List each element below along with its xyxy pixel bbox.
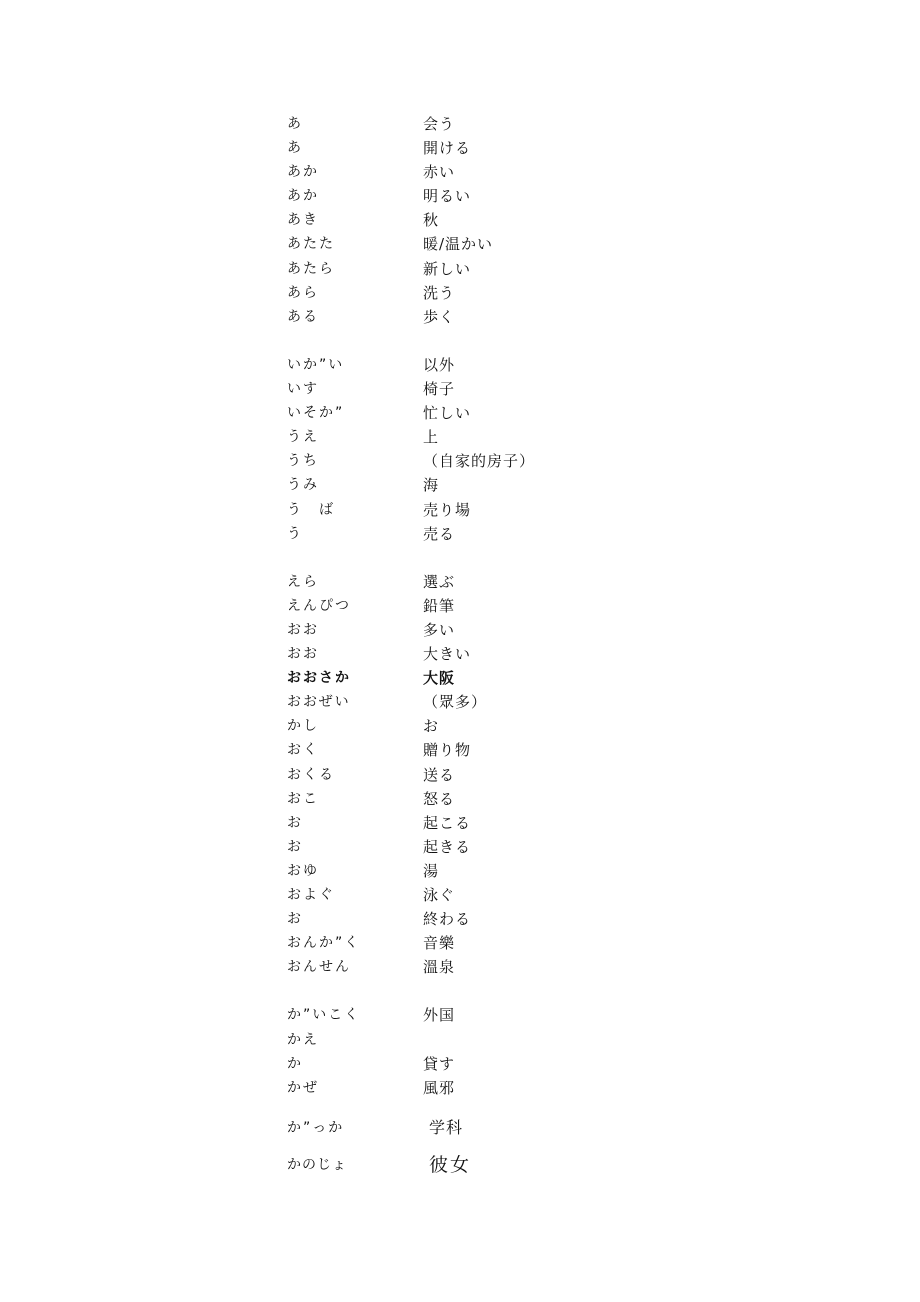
vocab-reading: あか	[287, 164, 319, 181]
vocab-meaning: 開ける	[423, 139, 472, 158]
vocab-reading: あたた	[287, 236, 335, 253]
vocab-reading: おおぜい	[287, 694, 351, 711]
vocab-row	[287, 305, 627, 329]
vocab-row	[287, 498, 627, 522]
vocab-row	[287, 425, 627, 449]
vocab-meaning: 大阪	[423, 669, 456, 688]
vocab-row	[287, 690, 627, 714]
vocab-row	[287, 160, 627, 184]
vocab-meaning: 暖/温かい	[423, 235, 494, 254]
vocab-row	[287, 473, 627, 497]
vocab-meaning: 音樂	[423, 934, 456, 953]
vocab-row	[287, 1028, 627, 1052]
vocab-row	[287, 184, 627, 208]
vocab-reading: う ば	[287, 501, 335, 518]
vocab-reading: おく	[287, 742, 319, 759]
vocab-reading: えんぴつ	[287, 597, 351, 614]
vocab-reading: おんせん	[287, 959, 351, 976]
vocab-row	[287, 257, 627, 281]
vocab-meaning: 起きる	[423, 837, 472, 856]
vocab-row	[287, 811, 627, 835]
vocab-reading: およぐ	[287, 887, 335, 903]
vocab-meaning: 多い	[423, 620, 456, 639]
vocab-row	[287, 738, 627, 762]
vocab-reading: えら	[287, 573, 319, 590]
vocab-row	[287, 377, 627, 401]
vocab-reading: か	[287, 1055, 303, 1072]
vocab-reading: おお	[287, 621, 319, 638]
vocab-row	[287, 859, 627, 883]
vocab-row	[287, 449, 627, 473]
vocab-reading: かし	[287, 718, 319, 735]
vocab-reading: うち	[287, 453, 319, 470]
vocab-reading: いそか”	[287, 405, 345, 422]
vocab-row	[287, 1076, 627, 1100]
vocab-reading: か”っか	[287, 1119, 345, 1136]
vocab-meaning: 学科	[429, 1117, 464, 1137]
vocab-reading: かぜ	[287, 1079, 319, 1096]
vocab-reading: お	[287, 838, 303, 855]
vocab-meaning: 秋	[423, 211, 440, 230]
vocab-meaning: 以外	[423, 355, 456, 374]
vocab-row	[287, 522, 627, 546]
vocab-reading: あき	[287, 212, 319, 229]
vocab-reading: あ	[287, 116, 303, 132]
vocab-meaning: 泳ぐ	[423, 886, 456, 904]
vocab-row	[287, 208, 627, 232]
vocab-meaning: （眾多）	[423, 693, 488, 712]
vocab-row	[287, 907, 627, 931]
vocab-row	[287, 931, 627, 955]
vocab-row-highlighted	[287, 666, 627, 690]
vocab-row	[287, 642, 627, 666]
vocab-reading: かのじょ	[287, 1156, 347, 1173]
vocab-row	[287, 401, 627, 425]
vocab-reading: か”いこく	[287, 1007, 361, 1024]
vocab-meaning: 赤い	[423, 163, 456, 182]
vocab-meaning: 選ぶ	[423, 572, 456, 591]
vocab-row	[287, 883, 627, 907]
vocab-reading: かえ	[287, 1031, 319, 1048]
vocab-reading: あか	[287, 188, 319, 205]
vocab-row	[287, 714, 627, 738]
vocab-row	[287, 281, 627, 305]
vocab-reading: ある	[287, 308, 319, 325]
vocab-meaning: 売る	[423, 524, 456, 543]
vocab-row	[287, 955, 627, 979]
vocab-meaning: 溫泉	[423, 958, 456, 977]
vocab-reading: う	[287, 525, 303, 542]
vocab-meaning: 新しい	[423, 259, 472, 278]
vocab-meaning: お	[423, 717, 440, 736]
vocab-meaning: 怒る	[423, 789, 456, 808]
vocab-row	[287, 1150, 627, 1180]
vocab-row	[287, 112, 627, 136]
vocab-meaning: 椅子	[423, 380, 456, 399]
vocab-reading: いか”い	[287, 356, 345, 373]
vocab-meaning: 彼女	[429, 1153, 472, 1176]
vocab-reading: おゆ	[287, 862, 319, 879]
vocab-row	[287, 835, 627, 859]
vocab-meaning: 歩く	[423, 307, 456, 326]
vocab-row	[287, 1003, 627, 1027]
vocab-meaning: 明るい	[423, 187, 472, 206]
vocab-reading: あ	[287, 140, 303, 157]
vocab-reading: あら	[287, 284, 319, 301]
vocab-reading: お	[287, 911, 303, 928]
vocab-row	[287, 1114, 627, 1142]
vocab-meaning: （自家的房子）	[423, 452, 536, 471]
vocabulary-list	[287, 112, 627, 1180]
vocab-reading: おくる	[287, 766, 335, 783]
vocab-meaning: 洗う	[423, 283, 456, 302]
vocab-reading: おお	[287, 646, 319, 663]
vocab-meaning: 大きい	[423, 645, 472, 664]
vocab-meaning: 会う	[423, 115, 456, 133]
vocab-row	[287, 763, 627, 787]
vocab-row	[287, 232, 627, 256]
vocab-meaning: 鉛筆	[423, 596, 456, 615]
vocab-meaning: 上	[423, 428, 440, 447]
vocab-meaning: 風邪	[423, 1078, 456, 1097]
vocab-reading: お	[287, 814, 303, 831]
vocab-reading: うえ	[287, 429, 319, 446]
vocab-meaning: 外国	[423, 1006, 456, 1025]
vocab-reading: おんか”く	[287, 935, 361, 952]
vocab-reading: おこ	[287, 790, 319, 807]
vocab-reading: おおさか	[287, 670, 351, 687]
vocab-reading: いす	[287, 381, 319, 398]
vocab-row	[287, 787, 627, 811]
vocab-meaning: 貸す	[423, 1054, 456, 1073]
vocab-reading: うみ	[287, 477, 319, 494]
vocab-meaning: 起こる	[423, 813, 472, 832]
vocab-row	[287, 594, 627, 618]
vocab-meaning: 贈り物	[423, 741, 472, 760]
vocab-row	[287, 618, 627, 642]
vocab-meaning: 送る	[423, 765, 456, 784]
vocab-meaning: 忙しい	[423, 404, 472, 423]
vocab-row	[287, 353, 627, 377]
vocab-row	[287, 1052, 627, 1076]
vocab-meaning: 売り場	[423, 500, 472, 519]
vocab-meaning: 終わる	[423, 910, 472, 929]
vocab-meaning: 湯	[423, 861, 440, 880]
vocab-row	[287, 136, 627, 160]
vocab-meaning: 海	[423, 476, 440, 495]
vocab-row	[287, 570, 627, 594]
vocab-meaning	[423, 1028, 627, 1052]
vocab-reading: あたら	[287, 260, 335, 277]
